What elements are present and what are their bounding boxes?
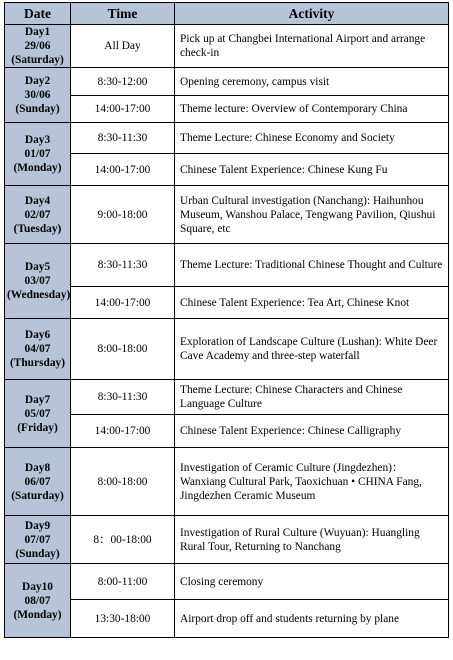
date-label: 04/07 — [24, 343, 51, 355]
weekday-label: (Saturday) — [11, 54, 64, 66]
weekday-label: (Thursday) — [9, 357, 66, 369]
header-activity: Activity — [175, 3, 449, 25]
time-cell: 14:00-17:00 — [71, 415, 175, 448]
table-row — [5, 186, 449, 244]
date-cell — [5, 25, 71, 68]
date-label: 29/06 — [24, 40, 51, 52]
header-date: Date — [5, 3, 71, 25]
date-label: 01/07 — [24, 148, 51, 160]
day-label: Day1 — [24, 26, 51, 38]
activity-cell: Chinese Talent Experience: Tea Art, Chinese Knot — [175, 287, 449, 319]
day-label: Day9 — [24, 519, 51, 532]
date-label: 07/07 — [24, 533, 51, 546]
date-cell — [5, 380, 71, 448]
activity-cell: Investigation of Rural Culture (Wuyuan): Huangling Rural Tour, Returning to Nanchang — [175, 516, 449, 564]
day-label: Day2 — [24, 75, 51, 87]
time-cell: 14:00-17:00 — [71, 287, 175, 319]
date-cell — [5, 186, 71, 244]
table-row — [5, 154, 449, 186]
activity-cell: Theme Lecture: Chinese Economy and Society — [175, 123, 449, 154]
header-row — [5, 3, 449, 25]
weekday-label: (Monday) — [13, 608, 62, 621]
weekday-label: (Monday) — [13, 162, 62, 174]
table-row — [5, 287, 449, 319]
weekday-label: (Sunday) — [15, 547, 60, 560]
table-row — [5, 123, 449, 154]
table-row — [5, 25, 449, 68]
activity-cell: Theme lecture: Overview of Contemporary China — [175, 96, 449, 123]
activity-cell: Pick up at Changbei International Airport and arrange check-in — [175, 25, 449, 68]
date-cell — [5, 123, 71, 186]
day-label: Day3 — [24, 134, 51, 146]
table-row — [5, 68, 449, 96]
date-label: 30/06 — [24, 89, 51, 101]
time-cell: 8:30-11:30 — [71, 123, 175, 154]
day-label: Day5 — [24, 261, 51, 273]
time-cell: 13:30-18:00 — [71, 600, 175, 638]
activity-cell: Airport drop off and students returning by plane — [175, 600, 449, 638]
date-label: 08/07 — [24, 594, 51, 607]
activity-cell: Chinese Talent Experience: Chinese Kung Fu — [175, 154, 449, 186]
weekday-label: (Friday) — [17, 421, 58, 434]
table-row — [5, 448, 449, 516]
time-cell: 8：00-18:00 — [71, 516, 175, 564]
date-cell — [5, 516, 71, 564]
date-label: 03/07 — [24, 275, 51, 287]
table-row — [5, 319, 449, 380]
date-cell — [5, 68, 71, 123]
time-cell: 14:00-17:00 — [71, 154, 175, 186]
table-row — [5, 415, 449, 448]
day-label: Day6 — [24, 329, 51, 341]
activity-cell: Theme Lecture: Traditional Chinese Thought and Culture — [175, 244, 449, 287]
time-cell: 8:30-11:30 — [71, 380, 175, 415]
weekday-label: (Sunday) — [15, 103, 60, 115]
time-cell: 8:00-18:00 — [71, 448, 175, 516]
header-time: Time — [71, 3, 175, 25]
day-label: Day10 — [21, 580, 53, 593]
day-label: Day8 — [24, 461, 51, 474]
time-cell: 8:30-12:00 — [71, 68, 175, 96]
date-cell — [5, 319, 71, 380]
weekday-label: (Saturday) — [11, 489, 64, 502]
time-cell: 8:30-11:30 — [71, 244, 175, 287]
date-label: 02/07 — [24, 208, 51, 221]
weekday-label: (Tuesday) — [13, 222, 62, 235]
schedule-table — [4, 2, 449, 638]
activity-cell: Closing ceremony — [175, 564, 449, 600]
table-row — [5, 380, 449, 415]
time-cell: All Day — [71, 25, 175, 68]
time-cell: 14:00-17:00 — [71, 96, 175, 123]
day-label: Day7 — [24, 393, 51, 406]
weekday-label: (Wednesday) — [7, 289, 71, 301]
table-row — [5, 516, 449, 564]
activity-cell: Theme Lecture: Chinese Characters and Chinese Language Culture — [175, 380, 449, 415]
table-row — [5, 96, 449, 123]
time-cell: 8:00-11:00 — [71, 564, 175, 600]
activity-cell: Chinese Talent Experience: Chinese Calligraphy — [175, 415, 449, 448]
activity-cell: Investigation of Ceramic Culture (Jingdezhen)：Wanxiang Cultural Park, Taoxichuan • CHINA Fang, Jingdezhen Ceramic Museum — [175, 448, 449, 516]
time-cell: 8:00-18:00 — [71, 319, 175, 380]
activity-cell: Urban Cultural investigation (Nanchang): Haihunhou Museum, Wanshou Palace, Tengwang Pavilion, Qiushui Square, etc — [175, 186, 449, 244]
table-row — [5, 600, 449, 638]
date-label: 06/07 — [24, 475, 51, 488]
table-row — [5, 244, 449, 287]
activity-cell: Opening ceremony, campus visit — [175, 68, 449, 96]
date-label: 05/07 — [24, 407, 51, 420]
activity-cell: Exploration of Landscape Culture (Lushan): White Deer Cave Academy and three-step waterfall — [175, 319, 449, 380]
date-cell — [5, 564, 71, 638]
date-cell — [5, 244, 71, 319]
time-cell: 9:00-18:00 — [71, 186, 175, 244]
date-cell — [5, 448, 71, 516]
table-row — [5, 564, 449, 600]
day-label: Day4 — [24, 194, 51, 207]
